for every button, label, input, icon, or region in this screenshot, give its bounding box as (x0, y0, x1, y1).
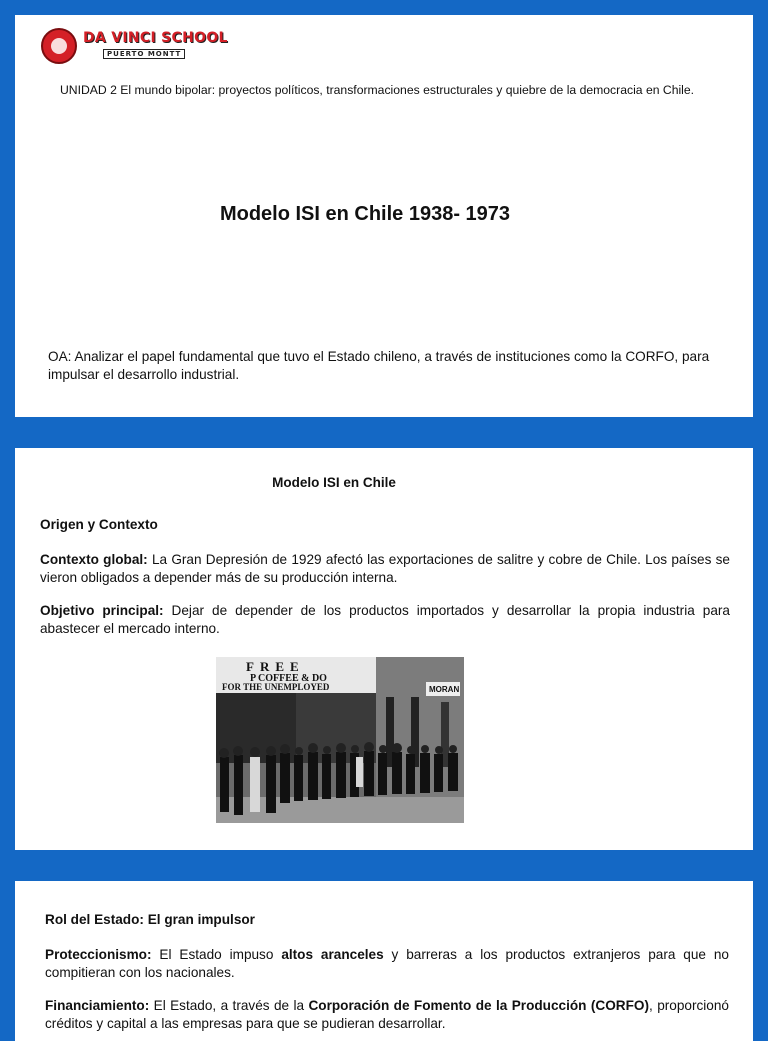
paragraph-text: El Estado impuso (151, 947, 282, 962)
school-logo (41, 28, 228, 66)
slide-origin (15, 448, 753, 850)
paragraph-contexto (40, 551, 730, 586)
slide-state-role (15, 881, 753, 1041)
paragraph-label: Financiamiento: (45, 998, 150, 1013)
photo-sign-text: P COFFEE & DO (250, 673, 327, 684)
paragraph-emphasis: altos aranceles (281, 947, 384, 962)
page-title: Modelo ISI en Chile 1938- 1973 (219, 203, 511, 225)
school-name: DA VINCI SCHOOL (83, 30, 228, 46)
school-crest-icon (41, 28, 77, 64)
paragraph-text: , proporcionó créditos y capital a las empresas para que se pudieran desarrollar. (45, 998, 729, 1031)
paragraph-text: Dejar de depender de los productos importados y desarrollar la propia industria para abastecer el mercado interno. (40, 603, 730, 636)
section-heading: Rol del Estado: El gran impulsor (45, 912, 255, 927)
paragraph-objetivo (40, 602, 730, 637)
paragraph-text: El Estado, a través de la (149, 998, 309, 1013)
learning-objective: OA: Analizar el papel fundamental que tuvo el Estado chileno, a través de instituciones como la CORFO, para impulsar el desarrollo industrial. (48, 349, 710, 382)
slide-heading: Modelo ISI en Chile (272, 475, 396, 490)
school-location: PUERTO MONTT (103, 49, 185, 59)
photo-sign-text: MORAN (429, 685, 460, 694)
paragraph-emphasis: Corporación de Fomento de la Producción (CORFO) (308, 998, 650, 1013)
photo-sign-text: FOR THE UNEMPLOYED (222, 682, 330, 692)
paragraph-proteccionismo (45, 946, 729, 981)
paragraph-financiamiento (45, 997, 729, 1032)
great-depression-photo (216, 657, 464, 823)
paragraph-label: Contexto global: (40, 552, 148, 567)
unit-heading: UNIDAD 2 El mundo bipolar: proyectos políticos, transformaciones estructurales y quiebre de la democracia en Chile. (60, 83, 695, 97)
photo-sign-text: FREE (246, 659, 305, 674)
paragraph-text: y barreras a los productos extranjeros para que no compitieran con los nacionales. (45, 947, 729, 980)
paragraph-label: Objetivo principal: (40, 603, 164, 618)
paragraph-label: Proteccionismo: (45, 947, 152, 962)
slide-title (15, 15, 753, 417)
paragraph-text: La Gran Depresión de 1929 afectó las exportaciones de salitre y cobre de Chile. Los países se vieron obligados a depender más de su producción interna. (40, 552, 730, 585)
section-heading: Origen y Contexto (40, 517, 158, 532)
